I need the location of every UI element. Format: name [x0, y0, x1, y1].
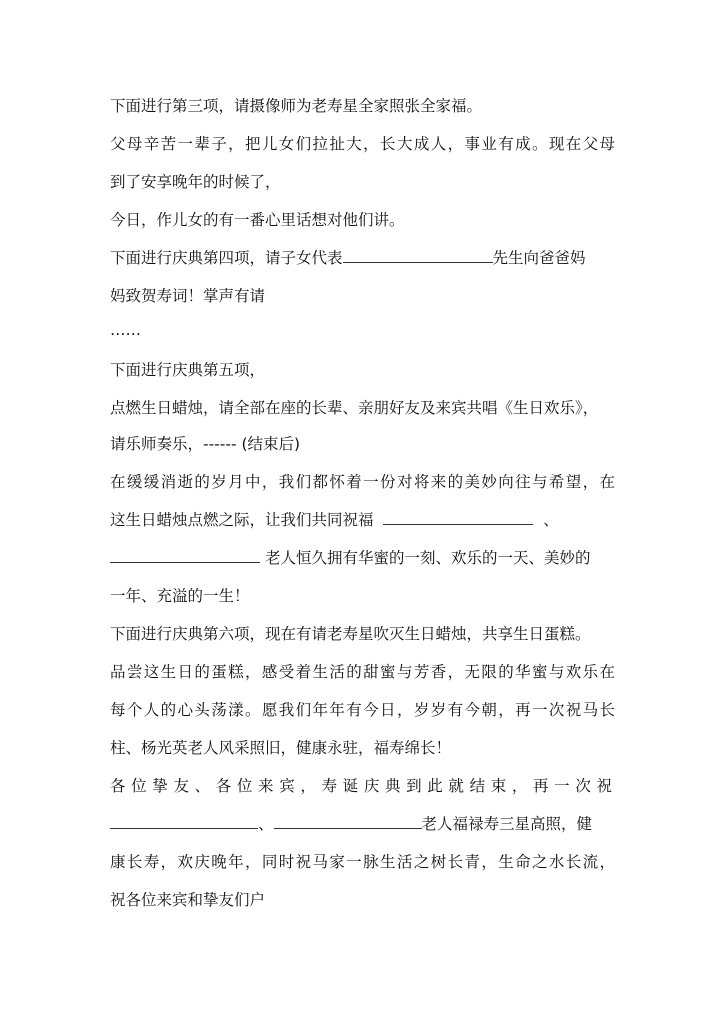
- line-text: 点燃生日蜡烛，请全部在座的长辈、亲朋好友及来宾共唱《生日欢乐》，: [110, 399, 599, 417]
- line-text: 今日，作儿女的有一番心里话想对他们讲。: [110, 211, 405, 229]
- line-text: 康长寿，欢庆晚年，同时祝马家一脉生活之树长青，生命之水长流，: [110, 853, 615, 871]
- text-line: [110, 434, 615, 454]
- line-text: 每个人的心头荡漾。愿我们年年有今日，岁岁有今朝，再一次祝马长: [110, 701, 615, 719]
- text-line: [110, 172, 615, 192]
- line-text: 老人福禄寿三星高照，健: [421, 815, 593, 833]
- text-line: [110, 548, 615, 568]
- text-line: [110, 472, 615, 492]
- line-text: 一年、充溢的一生！: [110, 587, 250, 605]
- line-text: 妈致贺寿词！掌声有请: [110, 287, 266, 305]
- text-line: [110, 96, 615, 116]
- text-line: [110, 662, 615, 682]
- line-text: 这生日蜡烛点燃之际，让我们共同祝福: [110, 511, 374, 529]
- text-line: [110, 852, 615, 872]
- text-line: [110, 890, 615, 910]
- line-text: 柱、杨光英老人风采照旧，健康永驻，福寿绵长！: [110, 739, 452, 757]
- line-text: 下面进行庆典第五项，: [110, 361, 266, 379]
- text-line: [110, 814, 615, 834]
- text-line: [110, 700, 615, 720]
- text-line: [110, 738, 615, 758]
- line-text: 下面进行庆典第六项，现在有请老寿星吹灭生日蜡烛，共享生日蛋糕。: [110, 625, 591, 643]
- text-line: [110, 134, 615, 154]
- line-text: 品尝这生日的蛋糕，感受着生活的甜蜜与芳香，无限的华蜜与欢乐在: [110, 663, 615, 681]
- ellipsis: ……: [110, 321, 141, 339]
- fill-in-blank: [383, 511, 533, 525]
- text-line: [110, 776, 615, 796]
- text-line: [110, 320, 615, 340]
- text-line: [110, 586, 615, 606]
- line-text: 到了安享晚年的时候了，: [110, 173, 281, 191]
- line-text: 先生向爸爸妈: [492, 249, 586, 267]
- fill-in-blank: [110, 815, 258, 829]
- text-line: [110, 360, 615, 380]
- text-line: [110, 210, 615, 230]
- line-text: 父母辛苦一辈子，把儿女们拉扯大，长大成人，事业有成。现在父母: [110, 135, 615, 153]
- fill-in-blank: [343, 249, 493, 263]
- fill-in-blank: [274, 815, 422, 829]
- line-text: 下面进行第三项，请摄像师为老寿星全家照张全家福。: [110, 97, 483, 115]
- text-line: [110, 248, 615, 268]
- text-line: [110, 624, 615, 644]
- line-text: 、: [258, 815, 274, 833]
- line-text: 各位挚友、各位来宾，寿诞庆典到此就结束，再一次祝: [110, 777, 615, 795]
- line-text: 老人恒久拥有华蜜的一刻、欢乐的一天、美妙的: [264, 549, 591, 567]
- text-line: [110, 398, 615, 418]
- fill-in-blank: [110, 549, 260, 563]
- line-text: 祝各位来宾和挚友们户: [110, 891, 266, 909]
- text-line: [110, 286, 615, 306]
- line-text: 请乐师奏乐，------ (结束后): [110, 435, 301, 453]
- line-text: 在缓缓消逝的岁月中，我们都怀着一份对将来的美妙向往与希望，在: [110, 473, 615, 491]
- text-line: [110, 510, 615, 530]
- line-text: 、: [543, 511, 559, 529]
- line-text: 下面进行庆典第四项，请子女代表: [110, 249, 343, 267]
